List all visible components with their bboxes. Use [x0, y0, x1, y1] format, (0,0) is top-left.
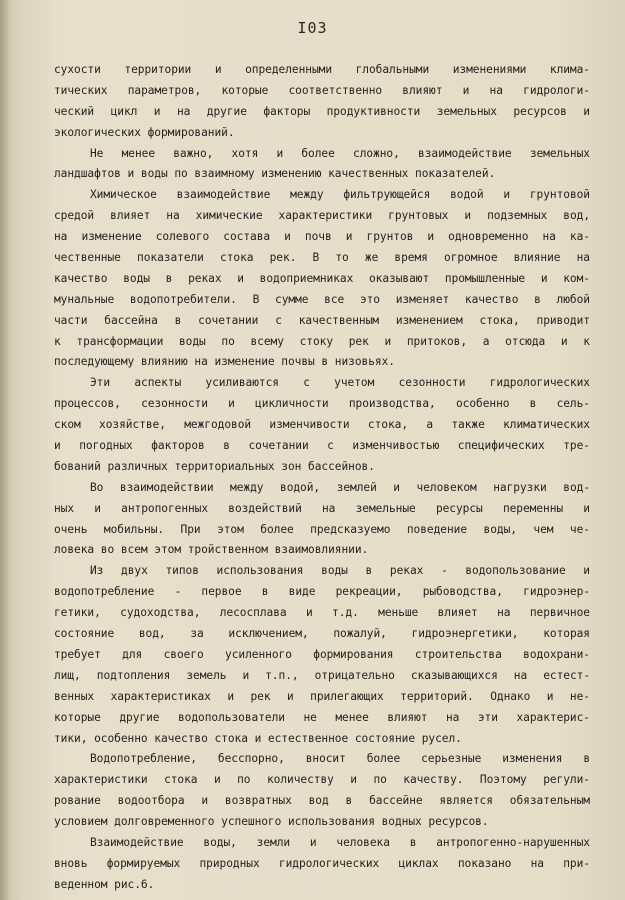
text-line: Химическое взаимодействие между фильтрующейся водой и грунтовой [90, 188, 590, 202]
text-line: последующему влиянию на изменение почвы в низовьях. [54, 355, 395, 369]
text-line: экологических формирований. [54, 125, 235, 139]
text-line: Эти аспекты усиливаются с учетом сезонности гидрологических [90, 376, 590, 390]
text-line: мунальные водопотребители. В сумме все это изменяет качество в любой [54, 292, 590, 306]
text-line: требует для своего усиленного формирования строительства водохрани- [54, 647, 590, 661]
text-line: Из двух типов использования воды в реках - водопользование и [90, 564, 590, 578]
text-line: водопотребление - первое в виде рекреации, рыбоводства, гидроэнер- [54, 585, 590, 599]
text-line: вновь формируемых природных гидрологических циклах показано на при- [54, 856, 590, 870]
text-line: тики, особенно качество стока и естественное состояние русел. [54, 731, 462, 745]
text-line: части бассейна в сочетании с качественным изменением стока, приводит [54, 313, 590, 327]
text-line: условием долговременного успешного использования водных ресурсов. [54, 815, 489, 829]
text-line: качество воды в реках и водоприемниках оказывают промышленные и ком- [54, 271, 590, 285]
text-line: веденном рис.6. [54, 877, 155, 891]
text-line: ском хозяйстве, межгодовой изменчивости стока, а также климатических [54, 418, 590, 432]
text-line: характеристики стока и по количеству и по качеству. Поэтому регули- [54, 773, 590, 787]
text-line: бований различных территориальных зон бассейнов. [54, 459, 375, 473]
text-line: рование водоотбора и возвратных вод в бассейне является обязательным [54, 794, 590, 808]
text-line: состояние вод, за исключением, пожалуй, гидроэнергетики, которая [54, 627, 590, 641]
text-line: ческий цикл и на другие факторы продуктивности земельных ресурсов и [54, 104, 590, 118]
text-line: Во взаимодействии между водой, землей и человеком нагрузки вод- [90, 480, 590, 494]
binding-shadow [0, 0, 10, 900]
text-line: ландшафтов и воды по взаимному изменению качественных показателей. [54, 167, 496, 181]
text-line: ловека во всем этом тройственном взаимовлиянии. [54, 543, 369, 557]
text-line: процессов, сезонности и цикличности производства, особенно в сель- [54, 397, 590, 411]
text-line: и погодных факторов в сочетании с изменчивостью специфических тре- [54, 439, 590, 453]
text-line: к трансформации воды по всему стоку рек и притоков, а отсюда и к [54, 334, 590, 348]
text-line: очень мобильны. При этом более предсказуемо поведение воды, чем че- [54, 522, 590, 536]
text-line: Взаимодействие воды, земли и человека в антропогенно-нарушенных [90, 835, 590, 849]
text-line: ных и антропогенных воздействий на земельные ресурсы переменны и [54, 501, 590, 515]
text-line: сухости территории и определенными глобальными изменениями клима- [54, 63, 590, 76]
text-line: чественные показатели стока рек. В то же время огромное влияние на [54, 251, 590, 265]
text-line: лищ, подтопления земель и т.п., отрицательно сказывающихся на естест- [54, 668, 590, 682]
text-line: гетики, судоходства, лесосплава и т.д. меньше влияет на первичное [54, 606, 590, 620]
text-line: Водопотребление, бесспорно, вносит более серьезные изменения в [90, 752, 590, 766]
text-line: венных характеристиках и рек и прилегающих территорий. Однако и не- [54, 689, 590, 703]
text-line: на изменение солевого состава и почв и грунтов и одновременно на ка- [54, 230, 590, 244]
body-text [54, 60, 590, 896]
text-line: которые другие водопользователи не менее влияют на эти характерис- [54, 710, 590, 724]
text-line: тических параметров, которые соответственно влияют и на гидрологи- [54, 83, 590, 97]
page-number: I03 [297, 19, 328, 37]
text-line: Не менее важно, хотя и более сложно, взаимодействие земельных [90, 146, 590, 160]
text-line: средой влияет на химические характеристики грунтовых и подземных вод, [54, 209, 590, 223]
